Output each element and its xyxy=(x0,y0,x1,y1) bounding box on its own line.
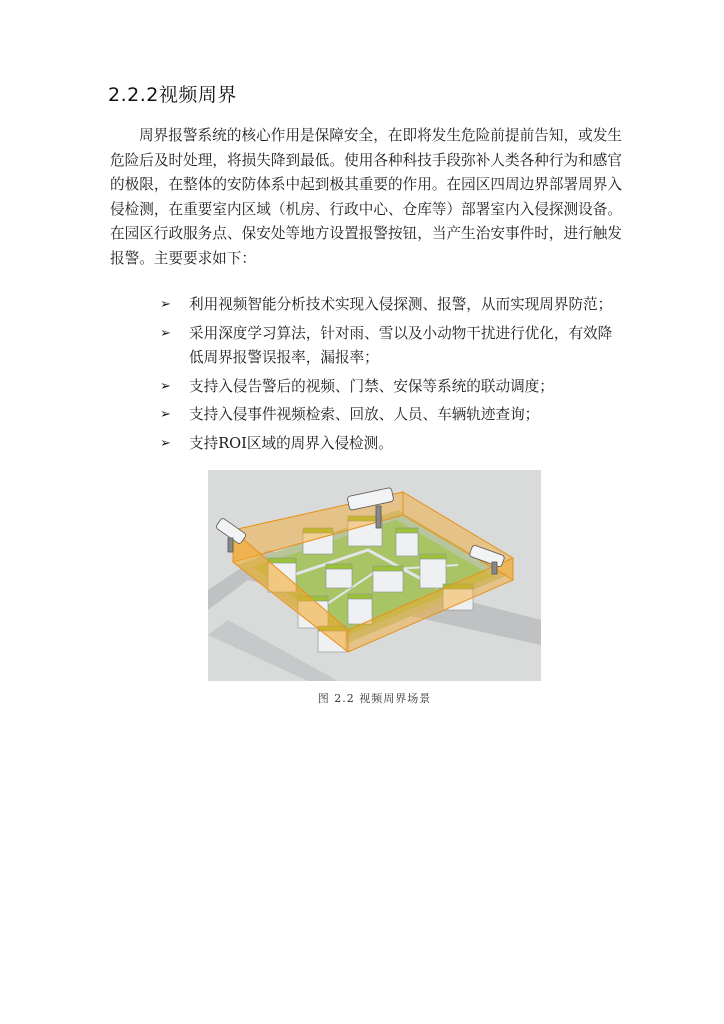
arrow-bullet-icon: ➢ xyxy=(160,297,171,312)
list-item xyxy=(160,322,622,371)
list-item xyxy=(160,375,622,400)
arrow-bullet-icon: ➢ xyxy=(160,407,171,423)
arrow-bullet-icon: ➢ xyxy=(160,378,171,394)
list-item-text: 利用视频智能分析技术实现入侵探测、报警，从而实现周界防范； xyxy=(189,296,613,313)
figure-caption: 图 2.2 视频周界场景 xyxy=(317,692,432,705)
list-item-text: 采用深度学习算法，针对雨、雪以及小动物干扰进行优化，有效降低周界报警误报率，漏报率； xyxy=(189,324,613,367)
intro-paragraph: 周界报警系统的核心作用是保障安全，在即将发生危险前提前告知，或发生危险后及时处理，将损失降到最低。使用各种科技手段弥补人类各种行为和感官的极限，在整体的安防体系中起到极其重要的作用。在园区四周边界部署周界入侵检测，在重要室内区域（机房、行政中心、仓库等）部署室内入侵探测设备。在园区行政服务点、保安处等地方设置报警按钮，当产生治安事件时，进行触发报警。主要要求如下： xyxy=(110,127,622,267)
list-item xyxy=(160,432,622,457)
list-item xyxy=(160,293,622,318)
section-title: 视频周界 xyxy=(158,84,237,106)
requirements-list xyxy=(160,293,622,461)
list-item xyxy=(160,403,622,428)
section-number: 2.2.2 xyxy=(108,84,159,106)
section-heading xyxy=(108,80,237,107)
arrow-bullet-icon: ➢ xyxy=(160,435,171,451)
list-item-text: 支持ROI区域的周界入侵检测。 xyxy=(189,434,393,452)
list-item-text: 支持入侵事件视频检索、回放、人员、车辆轨迹查询； xyxy=(189,406,540,424)
list-item-text: 支持入侵告警后的视频、门禁、安保等系统的联动调度； xyxy=(189,377,554,395)
perimeter-scene-image xyxy=(208,470,541,681)
arrow-bullet-icon: ➢ xyxy=(160,325,171,341)
